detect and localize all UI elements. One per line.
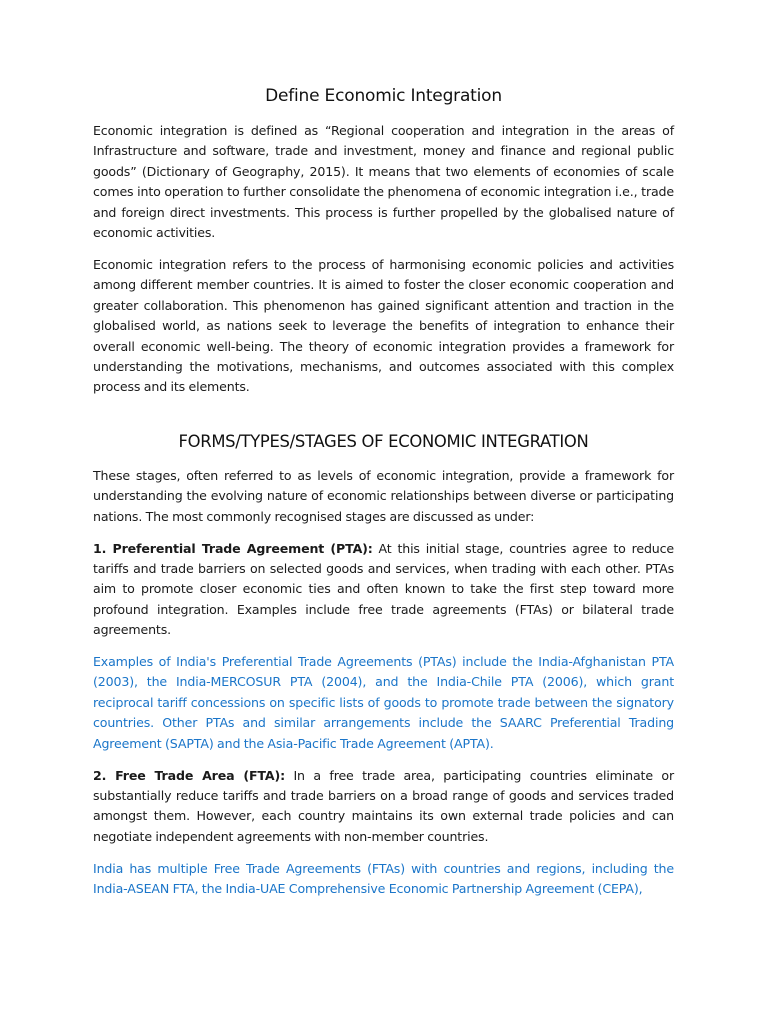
- fta-india-example: India has multiple Free Trade Agreements (FTAs) with countries and regions, including the India-ASEAN FTA, the India-UAE Comprehensive Economic Partnership Agreement (CEPA),: [93, 860, 674, 897]
- fta-label: 2. Free Trade Area (FTA):: [93, 767, 285, 783]
- page-title: Define Economic Integration: [265, 86, 502, 106]
- document-page: [93, 86, 674, 911]
- pta-paragraph: [93, 539, 674, 641]
- pta-text: At this initial stage, countries agree to reduce tariffs and trade barriers on selected goods and services, when trading with each other. PTAs aim to promote closer economic ties and often known to take the first step toward more profound integration. Examples include free trade agreements (FTAs) or bilateral trade agreements.: [93, 540, 674, 638]
- intro-paragraph-1: Economic integration is defined as “Regional cooperation and integration in the areas of Infrastructure and software, trade and investment, money and finance and regional public goods” (Dictionary of Geography, 2015). It means that two elements of economies of scale comes into operation to further consolidate the phenomena of economic integration i.e., trade and foreign direct investments. This process is further propelled by the globalised nature of economic activities.: [93, 123, 674, 241]
- fta-paragraph: [93, 766, 674, 848]
- section-intro-paragraph: These stages, often referred to as levels of economic integration, provide a framework for understanding the evolving nature of economic relationships between diverse or participating nations. The most commonly recognised stages are discussed as under:: [93, 467, 674, 524]
- intro-paragraph-2: Economic integration refers to the process of harmonising economic policies and activities among different member countries. It is aimed to foster the closer economic cooperation and greater collaboration. This phenomenon has gained significant attention and traction in the globalised world, as nations seek to leverage the benefits of integration to enhance their overall economic well-being. The theory of economic integration provides a framework for understanding the motivations, mechanisms, and outcomes associated with this complex process and its elements.: [93, 256, 674, 395]
- fta-text: In a free trade area, participating countries eliminate or substantially reduce tariffs and trade barriers on a broad range of goods and services traded amongst them. However, each country maintains its own external trade policies and can negotiate independent agreements with non-member countries.: [93, 767, 674, 844]
- pta-label: 1. Preferential Trade Agreement (PTA):: [93, 540, 373, 556]
- pta-india-example: Examples of India's Preferential Trade Agreements (PTAs) include the India-Afghanistan PTA (2003), the India-MERCOSUR PTA (2004), and the India-Chile PTA (2006), which grant reciprocal tariff concessions on specific lists of goods to promote trade between the signatory countries. Other PTAs and similar arrangements include the SAARC Preferential Trading Agreement (SAPTA) and the Asia-Pacific Trade Agreement (APTA).: [93, 654, 674, 751]
- section-heading: FORMS/TYPES/STAGES OF ECONOMIC INTEGRATION: [178, 431, 589, 451]
